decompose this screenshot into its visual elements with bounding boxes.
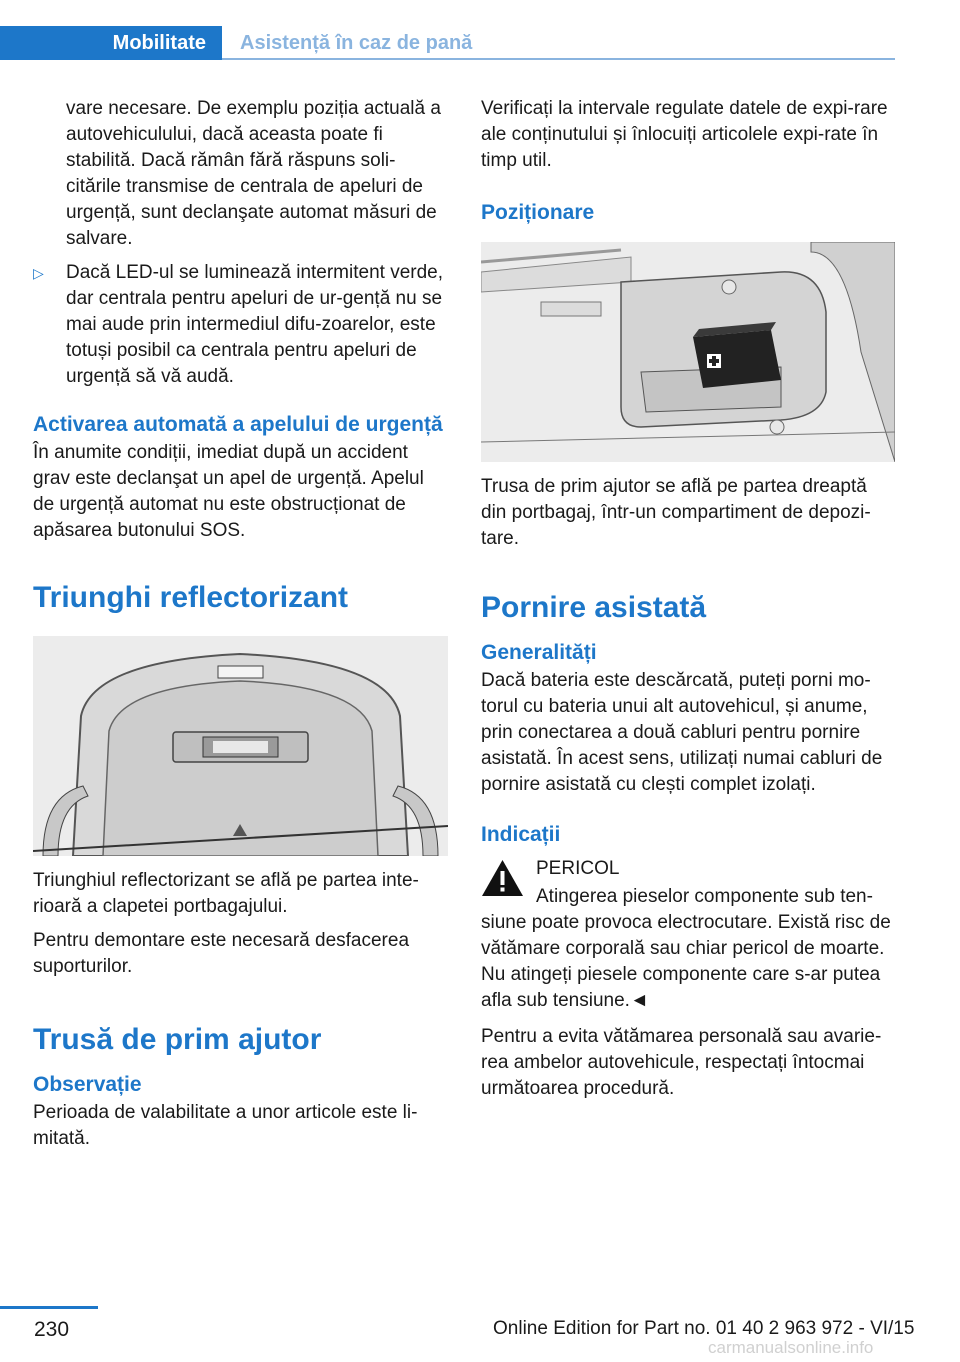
check-text: Verificați la intervale regulate datele de expi‐rare ale conținutului și înlocuiți articolele expi‐rate în timp util. (481, 98, 888, 171)
auto-call-text: În anumite condiții, imediat după un accident grav este declanşat un apel de urgență. Apelul de urgență automat nu este obstrucționat de apăsarea butonului SOS. (33, 442, 424, 541)
danger-text: siune poate provoca electrocutare. Există risc de vătămare corporală sau chiar pericol de moarte. Nu atingeți piesele componente care s-ar putea afla sub tensiune.◄ (481, 912, 891, 1011)
procedure-text: Pentru a evita vătămarea personală sau avarie‐rea ambelor autovehicule, respectați întocmai următoarea procedură. (481, 1026, 882, 1099)
bullet-triangle-icon: ▷ (33, 265, 44, 281)
storage-compartment-illustration (481, 242, 895, 462)
bullet-item (33, 260, 448, 390)
jumpstart-heading: Pornire asistată (481, 591, 707, 624)
general-text: Dacă bateria este descărcată, puteți porni mo‐torul cu bateria unui alt autovehicul, și anume, prin conectarea a două cabluri pentru pornire asistată. În acest sens, utilizați numai cabluri de pornire asistată cu clești complet izolați. (481, 670, 883, 795)
danger-warning (481, 856, 895, 910)
footer-rule (0, 1306, 98, 1309)
auto-call-heading: Activarea automată a apelului de urgență (33, 413, 443, 436)
triangle-heading: Triunghi reflectorizant (33, 581, 349, 614)
hints-heading: Indicații (481, 823, 561, 846)
edition-info: Online Edition for Part no. 01 40 2 963 972 - VI/15 (493, 1318, 915, 1339)
position-caption: Trusa de prim ajutor se află pe partea dreaptă din portbagaj, într-un compartiment de depozi‐tare. (481, 476, 871, 549)
position-heading: Poziționare (481, 201, 595, 224)
danger-label: PERICOL (536, 858, 620, 879)
header-section-tab: Mobilitate (0, 26, 222, 60)
note-text: Perioada de valabilitate a unor articole este li‐mitată. (33, 1102, 418, 1149)
page-number: 230 (34, 1318, 70, 1341)
bullet-text: Dacă LED-ul se luminează intermitent verde, dar centrala pentru apeluri de ur‐gență nu se mai aude prin intermediul difu‐zoarelor, este totuși posibil ca centrala pentru apeluri de urgență să vă audă. (66, 262, 444, 387)
right-column (481, 96, 895, 1102)
trunk-lid-illustration (33, 636, 448, 856)
intro-continuation: vare necesare. De exemplu poziția actuală a autovehiculului, dacă aceasta poate fi stabilită. Dacă rămân fără răspuns soli‐citările transmise de centrala de apeluri de urgență, sunt declanşate automat măsuri de salvare. (66, 98, 441, 249)
note-heading: Observație (33, 1073, 142, 1096)
watermark: carmanualsonline.info (708, 1338, 874, 1357)
triangle-caption: Triunghiul reflectorizant se află pe partea inte‐rioară a clapetei portbagajului. (33, 870, 419, 917)
danger-heading-block (536, 856, 873, 910)
danger-first-line: Atingerea pieselor componente sub ten‐ (536, 886, 873, 907)
firstaid-heading: Trusă de prim ajutor (33, 1023, 322, 1056)
triangle-text: Pentru demontare este necesară desfacerea suporturilor. (33, 930, 410, 977)
header-chapter-title: Asistență în caz de pană (240, 31, 473, 54)
left-column (33, 96, 448, 1152)
warning-triangle-icon (481, 858, 524, 898)
general-heading: Generalități (481, 641, 597, 664)
header-rule (222, 58, 895, 60)
